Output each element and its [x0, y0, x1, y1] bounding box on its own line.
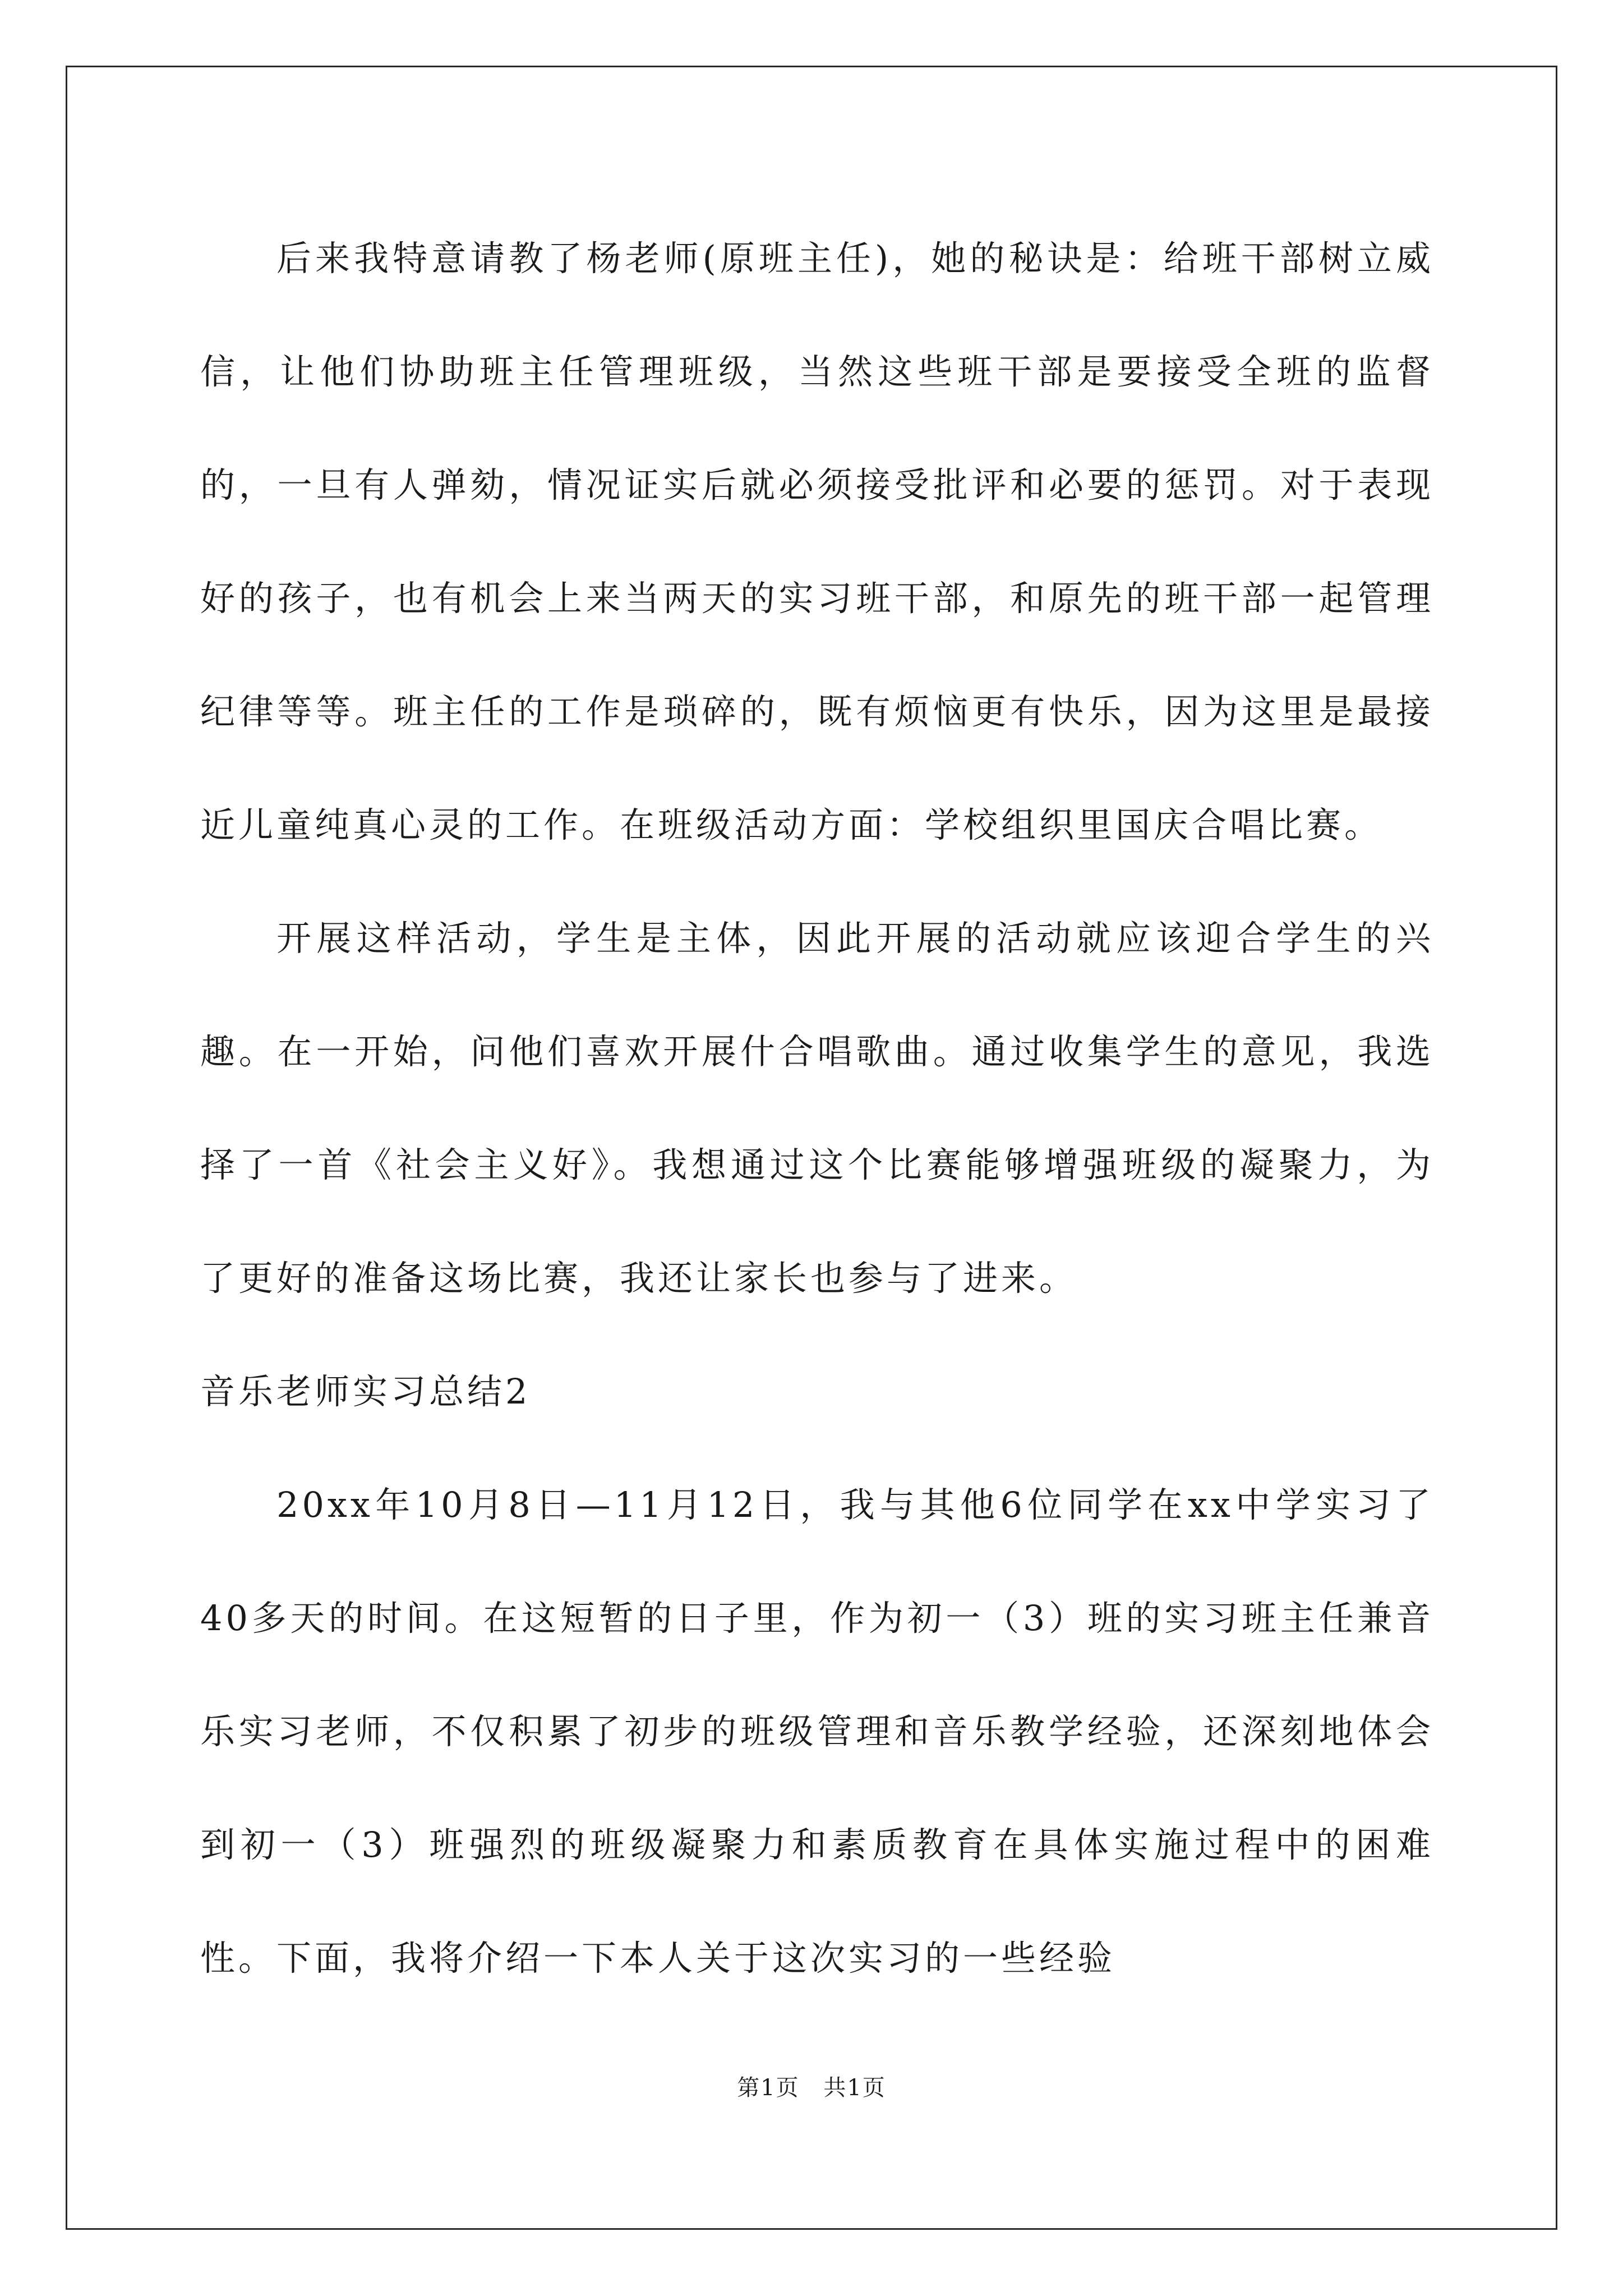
section-heading: 音乐老师实习总结2 — [200, 1371, 531, 1412]
paragraph-3: 20xx年10月8日—11月12日，我与其他6位同学在xx中学实习了40多天的时间。在这短暂的日子里，作为初一（3）班的实习班主任兼音乐实习老师，不仅积累了初步的班级管理和音乐教学经验，还深刻地体会到初一（3）班强烈的班级凝聚力和素质教育在具体实施过程中的困难性。下面，我将介绍一下本人关于这次实习的一些经验 — [200, 1484, 1434, 1978]
page-footer — [0, 2070, 1623, 2102]
paragraph-1: 后来我特意请教了杨老师(原班主任)，她的秘诀是：给班干部树立威信，让他们协助班主任管理班级，当然这些班干部是要接受全班的监督的，一旦有人弹劾，情况证实后就必须接受批评和必要的惩罚。对于表现好的孩子，也有机会上来当两天的实习班干部，和原先的班干部一起管理纪律等等。班主任的工作是琐碎的，既有烦恼更有快乐，因为这里是最接近儿童纯真心灵的工作。在班级活动方面：学校组织里国庆合唱比赛。 — [200, 238, 1434, 845]
paragraph-2: 开展这样活动，学生是主体，因此开展的活动就应该迎合学生的兴趣。在一开始，问他们喜欢开展什合唱歌曲。通过收集学生的意见，我选择了一首《社会主义好》。我想通过这个比赛能够增强班级的凝聚力，为了更好的准备这场比赛，我还让家长也参与了进来。 — [200, 918, 1434, 1299]
document-body — [200, 202, 1434, 2015]
page-number-total: 共1页 — [823, 2075, 886, 2101]
page-number-current: 第1页 — [737, 2075, 800, 2101]
